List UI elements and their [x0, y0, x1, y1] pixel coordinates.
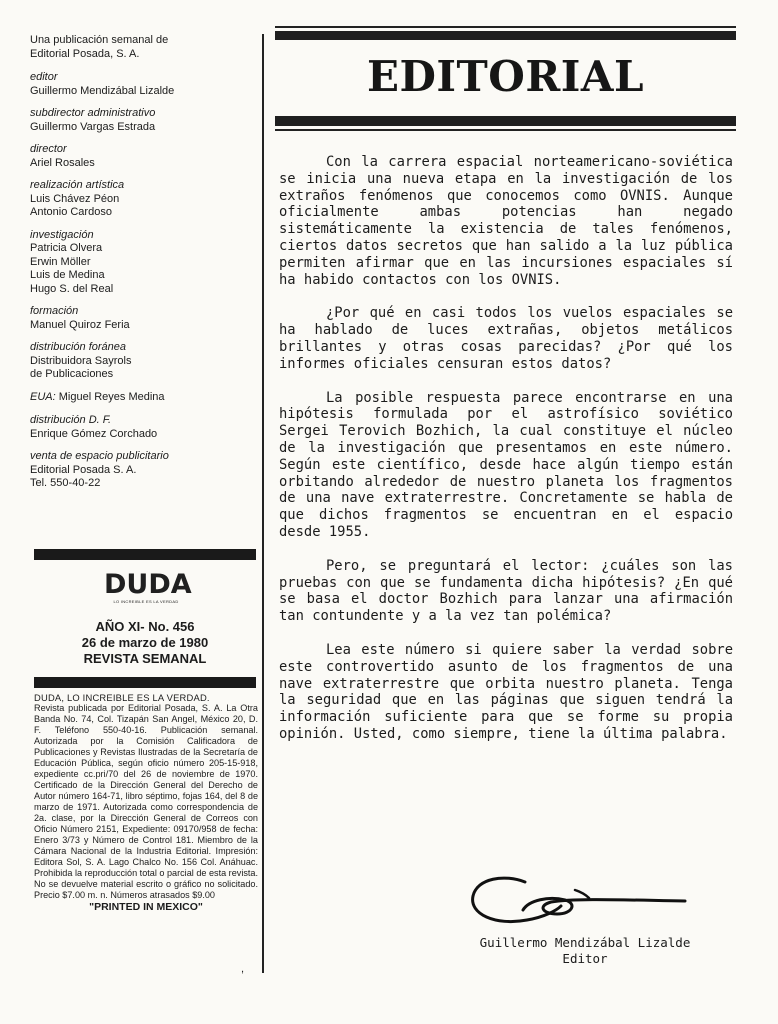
editorial-paragraph: ¿Por qué en casi todos los vuelos espaciales se ha hablado de luces extrañas, objetos metálicos brillantes y otras cosas parecidas? ¿Por qué los informes oficiales censuran estos datos? [279, 305, 733, 372]
credit-name: Guillermo Mendizábal Lizalde [30, 84, 175, 97]
credit-name: Tel. 550-40-22 [30, 477, 101, 489]
editorial-body [279, 154, 733, 760]
signature-caption: Guillermo Mendizábal Lizalde Editor [479, 935, 691, 966]
credit-name: Luis Chávez Péon [30, 192, 120, 205]
credit-name: Guillermo Vargas Estrada [30, 120, 156, 133]
credits-list-2 [30, 414, 255, 491]
credit-role: formación [30, 305, 79, 317]
credits-list [30, 71, 255, 382]
credit-name: Manuel Quiroz Feria [30, 318, 130, 331]
credit-block [30, 414, 255, 441]
credit-block [30, 107, 255, 134]
credit-eua: EUA: Miguel Reyes Medina [30, 390, 165, 403]
credit-block [30, 179, 255, 220]
credit-block [30, 305, 255, 332]
credit-role: investigación [30, 228, 94, 241]
masthead-divider-bar [34, 549, 256, 560]
stray-mark: , [241, 963, 245, 975]
credit-name: Erwin Möller [30, 255, 91, 268]
publisher-intro: Una publicación semanal de Editorial Posada, S. A. [30, 34, 169, 60]
credit-role: venta de espacio publicitario [30, 450, 169, 462]
credit-name: Enrique Gómez Corchado [30, 427, 158, 440]
editorial-paragraph: La posible respuesta parece encontrarse en una hipótesis formulada por el astrofísico soviético Sergei Terovich Bozhich, la cual constituye el núcleo de la investigación que presentamos en este número. Según este científico, desde hace algún tiempo están orbitando alrededor de nuestro planeta los fragmentos de una nave extraterrestre. Concretamente se habla de que dichos fragmentos se encuentran en el espacio desde 1955. [279, 389, 733, 540]
title-rule-top [275, 31, 736, 40]
duda-logo: DUDA LO INCREIBLE ES LA VERDAD [104, 569, 192, 604]
title-rule-bottom [275, 116, 736, 126]
editorial-paragraph: Pero, se preguntará el lector: ¿cuáles son las pruebas con que se fundamenta dicha hipótesis? ¿En qué se basa el doctor Bozhich para lanzar una afirmación tan contundente y a la vez tan polémica? [279, 557, 733, 625]
credit-block [30, 71, 255, 98]
credit-role: editor [30, 71, 58, 83]
legal-divider-bar [34, 677, 256, 688]
credit-role: subdirector administrativo [30, 107, 156, 119]
credit-role: director [30, 143, 67, 155]
credit-name: Hugo S. del Real [30, 282, 114, 295]
credit-role: distribución foránea [30, 341, 127, 353]
issue-info: AÑO XI- No. 456 26 de marzo de 1980 REVISTA SEMANAL [81, 619, 209, 666]
credit-name: Ariel Rosales [30, 156, 95, 169]
title-rule-top-thin [275, 26, 736, 28]
credit-block [30, 143, 255, 170]
credit-name: Editorial Posada S. A. [30, 463, 137, 476]
credit-role: realización artística [30, 179, 125, 191]
handwritten-signature [465, 870, 695, 930]
credit-block [30, 229, 255, 297]
title-rule-bottom-thin [275, 129, 736, 131]
credit-block [30, 450, 255, 491]
editorial-paragraph: Lea este número si quiere saber la verdad sobre este controvertido asunto de los fragmentos de una nave extraterrestre que orbita nuestro planeta. Tenga la seguridad que en las páginas que siguen tendrá la información suficiente para que se forme su propia opinión. Usted, como siempre, tiene la última palabra. [279, 641, 733, 742]
credit-name: de Publicaciones [30, 368, 114, 380]
credit-name: Distribuidora Sayrols [30, 354, 132, 367]
legal-notice: DUDA, LO INCREIBLE ES LA VERDAD. Revista publicada por Editorial Posada, S. A. La Otra Banda No. 74, Col. Tizapán San Angel, México 20, D. F. Teléfono 550-40-16. Publicación semanal. Autorizada por la Comisión Calificadora de Publicaciones y Revistas Ilustradas de la Secretaría de Educación Pública, según oficio número 205-15-918, expediente cc.pri/70 del 26 de noviembre de 1970. Certificado de la Dirección General del Derecho de Autor número 164-71, libro séptimo, fojas 164, del 8 de marzo de 1971. Autorizada como correspondencia de 2a. clase, por la Dirección General de Correos con Oficio Número 2151, Expediente: 09170/958 de fecha: Enero 3/73 y Número de Control 181. Miembro de la Cámara Nacional de la Industria Editorial. Impresión: Editora Sol, S. A. Lago Chalco No. 156 Col. Anáhuac. Prohibida la reproducción total o parcial de esta revista. No se devuelve material escrito o gráfico no solicitado. Precio $7.00 m. n. Números atrasados $9.00 "PRINTED IN MEXICO" [34, 692, 258, 913]
credit-role: distribución D. F. [30, 414, 112, 426]
credit-name: Patricia Olvera [30, 242, 103, 254]
editorial-title: EDITORIAL [366, 52, 645, 101]
credit-name: Antonio Cardoso [30, 206, 112, 218]
credit-name: Luis de Medina [30, 269, 105, 281]
masthead-credits [30, 34, 255, 500]
column-divider [262, 34, 264, 973]
editorial-paragraph: Con la carrera espacial norteamericano-soviética se inicia una nueva etapa en la investigación de los extraños fenómenos que conocemos como OVNIS. Aunque oficialmente ambas potencias han negado sistemáticamente la existencia de tales fenómenos, ciertos datos secretos que han salido a la luz pública permiten afirmar que en las incursiones espaciales sí ha habido contactos con los OVNIS. [279, 154, 733, 288]
credit-block [30, 341, 255, 382]
